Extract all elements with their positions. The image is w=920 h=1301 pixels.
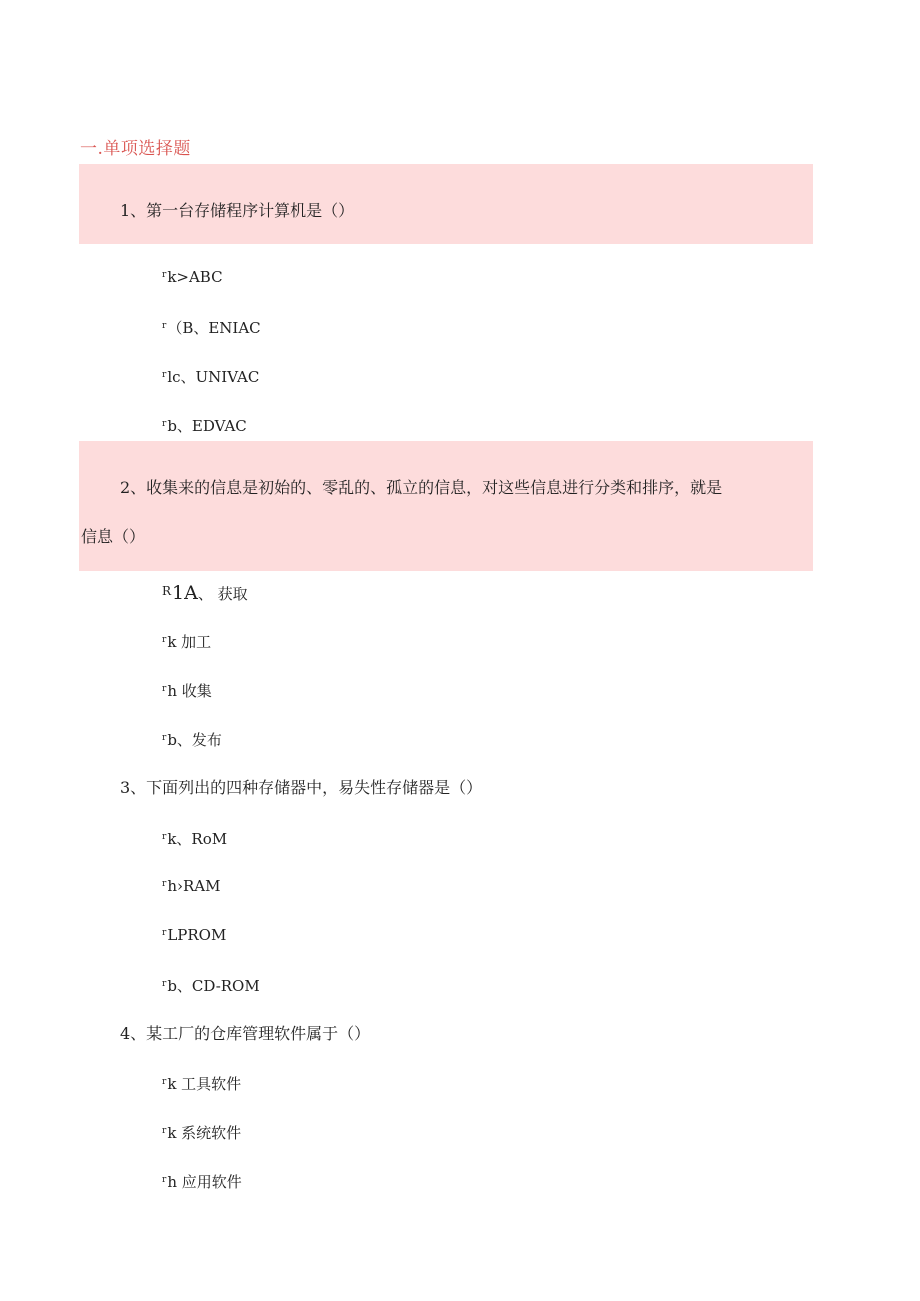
question-3-option-d[interactable] <box>162 975 260 996</box>
question-3-option-a[interactable] <box>162 828 227 849</box>
question-1-option-a[interactable] <box>162 268 223 286</box>
question-3-text: 3、下面列出的四种存储器中，易失性存储器是（） <box>120 778 483 797</box>
option-label: k>ABC <box>167 268 223 286</box>
option-label: k、RoM <box>167 830 228 848</box>
radio-icon: r <box>162 832 167 842</box>
option-label: h›RAM <box>167 877 221 895</box>
option-label: h 应用软件 <box>167 1173 242 1191</box>
question-4-text: 4、某工厂的仓库管理软件属于（） <box>120 1024 371 1043</box>
question-2-option-b[interactable] <box>162 631 211 652</box>
radio-icon: r <box>162 419 167 429</box>
question-3-option-c[interactable] <box>162 926 226 944</box>
option-label: LPROM <box>167 926 227 944</box>
radio-icon: r <box>162 733 167 743</box>
question-2-text-line1: 2、收集来的信息是初始的、零乱的、孤立的信息，对这些信息进行分类和排序，就是 <box>120 478 723 497</box>
option-label: b、发布 <box>167 731 222 749</box>
question-3-option-b[interactable] <box>162 877 220 895</box>
option-letter: 1A <box>172 582 198 604</box>
radio-icon: r <box>162 270 167 280</box>
option-label: 、 获取 <box>197 585 248 603</box>
radio-icon: r <box>162 1175 167 1185</box>
radio-icon: r <box>162 370 167 380</box>
radio-icon: r <box>162 928 167 938</box>
option-label: k 系统软件 <box>167 1124 242 1142</box>
option-label: b、EDVAC <box>167 417 247 435</box>
radio-icon: r <box>162 684 167 694</box>
option-label: k 工具软件 <box>167 1075 242 1093</box>
question-1-option-d[interactable] <box>162 415 247 436</box>
radio-icon: R <box>162 584 172 598</box>
question-2-option-d[interactable] <box>162 729 222 750</box>
question-1-text: 1、第一台存储程序计算机是（） <box>120 201 355 220</box>
radio-icon: r <box>162 1126 167 1136</box>
question-2-text-line2: 信息（） <box>81 527 146 546</box>
radio-icon: r <box>162 1077 167 1087</box>
option-label: h 收集 <box>167 682 212 700</box>
option-label: lc、UNIVAC <box>167 368 260 386</box>
radio-icon: r <box>162 979 167 989</box>
section-title: 一.单项选择题 <box>80 139 191 159</box>
radio-icon: r <box>162 321 167 331</box>
question-1-option-b[interactable] <box>162 317 261 338</box>
question-2-option-a[interactable] <box>162 582 248 604</box>
radio-icon: r <box>162 635 167 645</box>
question-4-option-b[interactable] <box>162 1122 241 1143</box>
question-4-option-c[interactable] <box>162 1171 242 1192</box>
option-label: k 加工 <box>167 633 212 651</box>
question-4-option-a[interactable] <box>162 1073 241 1094</box>
option-label: b、CD-ROM <box>167 977 260 995</box>
question-1-option-c[interactable] <box>162 366 259 387</box>
question-2-highlight <box>79 441 813 571</box>
question-2-option-c[interactable] <box>162 680 212 701</box>
option-label: （B、ENIAC <box>167 319 261 337</box>
radio-icon: r <box>162 879 167 889</box>
